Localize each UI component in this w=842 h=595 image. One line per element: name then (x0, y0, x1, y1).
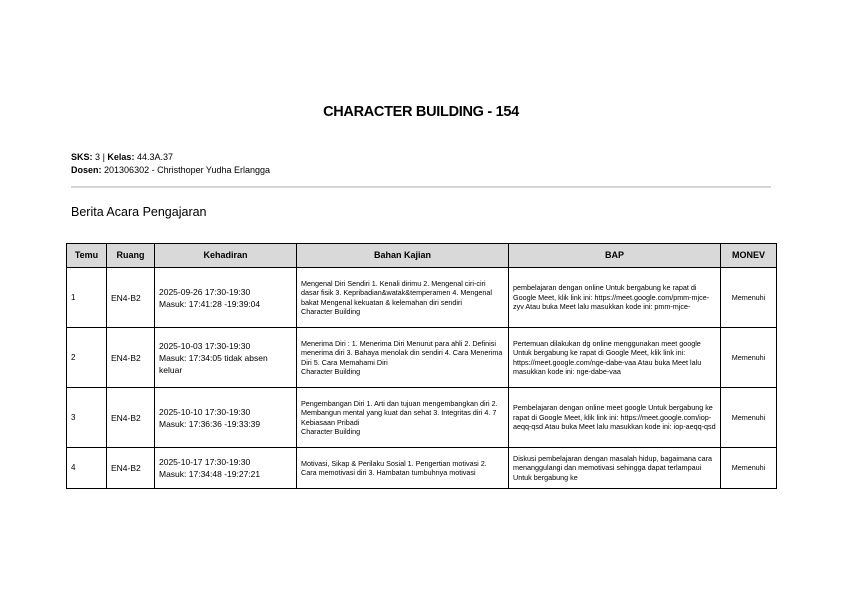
kehadiran-jadwal: 2025-09-26 17:30-19:30 (159, 286, 251, 297)
page-title: CHARACTER BUILDING - 154 (323, 104, 519, 120)
col-header-ruang: Ruang (107, 244, 155, 268)
cell-bap: Pertemuan dilakukan dg online menggunakan meet google Untuk bergabung ke rapat di Google Meet, klik link ini: https://meet.google.com/nge-dabe-vaa Atau buka Meet lalu masukkan kode ini: nge-dabe-vaa (509, 328, 721, 388)
col-header-kehadiran: Kehadiran (155, 244, 297, 268)
kajian-topic: Mengenal Diri Sendiri 1. Kenali dirimu 2. Mengenal ciri-ciri dasar fisik 3. Kepribadian&watak&temperamen 4. Mengenal bakat Mengenal kekuatan & kelemahan diri sendiri (301, 278, 492, 307)
kehadiran-masuk: Masuk: 17:34:48 -19:27:21 (159, 469, 261, 479)
cell-temu: 2 (67, 328, 107, 388)
kelas-value: 44.3A.37 (136, 152, 173, 162)
kajian-topic: Motivasi, Sikap & Perilaku Sosial 1. Pengertian motivasi 2. Cara memotivasi diri 3. Hambatan tumbuhnya motivasi (301, 458, 487, 477)
sks-value: 3 (95, 152, 101, 162)
cell-monev: Memenuhi (721, 268, 777, 328)
col-header-bap: BAP (509, 244, 721, 268)
kehadiran-jadwal: 2025-10-03 17:30-19:30 (159, 340, 251, 351)
cell-monev: Memenuhi (721, 448, 777, 489)
cell-bap: pembelajaran dengan online Untuk bergabung ke rapat di Google Meet, klik link ini: https://meet.google.com/pmm-mjce-zyv Atau buka Meet lalu masukkan kode ini: pmm-mjce- (509, 268, 721, 328)
cell-kehadiran (155, 448, 297, 489)
table-row (67, 268, 777, 328)
cell-ruang: EN4-B2 (107, 448, 155, 489)
sks-label: SKS: (71, 152, 93, 162)
table-row (67, 328, 777, 388)
kajian-course: Character Building (301, 366, 361, 376)
cell-ruang: EN4-B2 (107, 268, 155, 328)
cell-bahan-kajian (297, 268, 509, 328)
kelas-label: Kelas: (107, 152, 135, 162)
kajian-topic: Pengembangan Diri 1. Arti dan tujuan mengembangkan diri 2. Membangun mental yang kuat dan sehat 3. Integritas diri 4. 7 Kebiasaan Pribadi (301, 398, 498, 427)
cell-bahan-kajian (297, 328, 509, 388)
section-title: Berita Acara Pengajaran (71, 205, 207, 219)
meta-separator: | (102, 152, 105, 162)
cell-kehadiran (155, 328, 297, 388)
kehadiran-masuk: Masuk: 17:41:28 -19:39:04 (159, 298, 261, 309)
col-header-monev: MONEV (721, 244, 777, 268)
cell-monev: Memenuhi (721, 388, 777, 448)
col-header-bahan-kajian: Bahan Kajian (297, 244, 509, 268)
divider (71, 186, 771, 188)
sks-kelas-line (71, 151, 270, 164)
cell-bahan-kajian (297, 448, 509, 489)
table-row (67, 448, 777, 489)
kehadiran-masuk: Masuk: 17:36:36 -19:33:39 (159, 418, 261, 429)
kajian-course: Character Building (301, 306, 361, 316)
cell-ruang: EN4-B2 (107, 388, 155, 448)
kehadiran-jadwal: 2025-10-17 17:30-19:30 (159, 457, 251, 467)
dosen-value: 201306302 - Christhoper Yudha Erlangga (104, 165, 270, 175)
dosen-line (71, 164, 270, 177)
kehadiran-jadwal: 2025-10-10 17:30-19:30 (159, 406, 251, 417)
cell-temu: 3 (67, 388, 107, 448)
cell-bap: Pembelajaran dengan online meet google Untuk bergabung ke rapat di Google Meet, klik link ini: https://meet.google.com/iop-aeqq-qsd Atau buka Meet lalu masukkan kode ini: iop-aeqq-qsd (509, 388, 721, 448)
dosen-label: Dosen: (71, 165, 102, 175)
cell-kehadiran (155, 388, 297, 448)
cell-bap: Diskusi pembelajaran dengan masalah hidup, bagaimana cara menanggulangi dan memotivasi sehingga dapat terlampaui Untuk bergabung ke (509, 448, 721, 489)
table-header-row (67, 244, 777, 268)
course-meta (71, 151, 270, 177)
col-header-temu: Temu (67, 244, 107, 268)
kajian-course: Character Building (301, 426, 361, 436)
cell-temu: 4 (67, 448, 107, 489)
table-row (67, 388, 777, 448)
cell-bahan-kajian (297, 388, 509, 448)
kajian-topic: Menerima Diri : 1. Menerima Diri Menurut para ahli 2. Definisi menerima diri 3. Bahaya menolak din sendiri 4. Cara Menerima Diri 5. Cara Memahami Diri (301, 338, 503, 367)
cell-monev: Memenuhi (721, 328, 777, 388)
cell-ruang: EN4-B2 (107, 328, 155, 388)
cell-temu: 1 (67, 268, 107, 328)
kehadiran-masuk: Masuk: 17:34:05 tidak absen keluar (159, 352, 268, 375)
bap-table (66, 243, 777, 489)
cell-kehadiran (155, 268, 297, 328)
